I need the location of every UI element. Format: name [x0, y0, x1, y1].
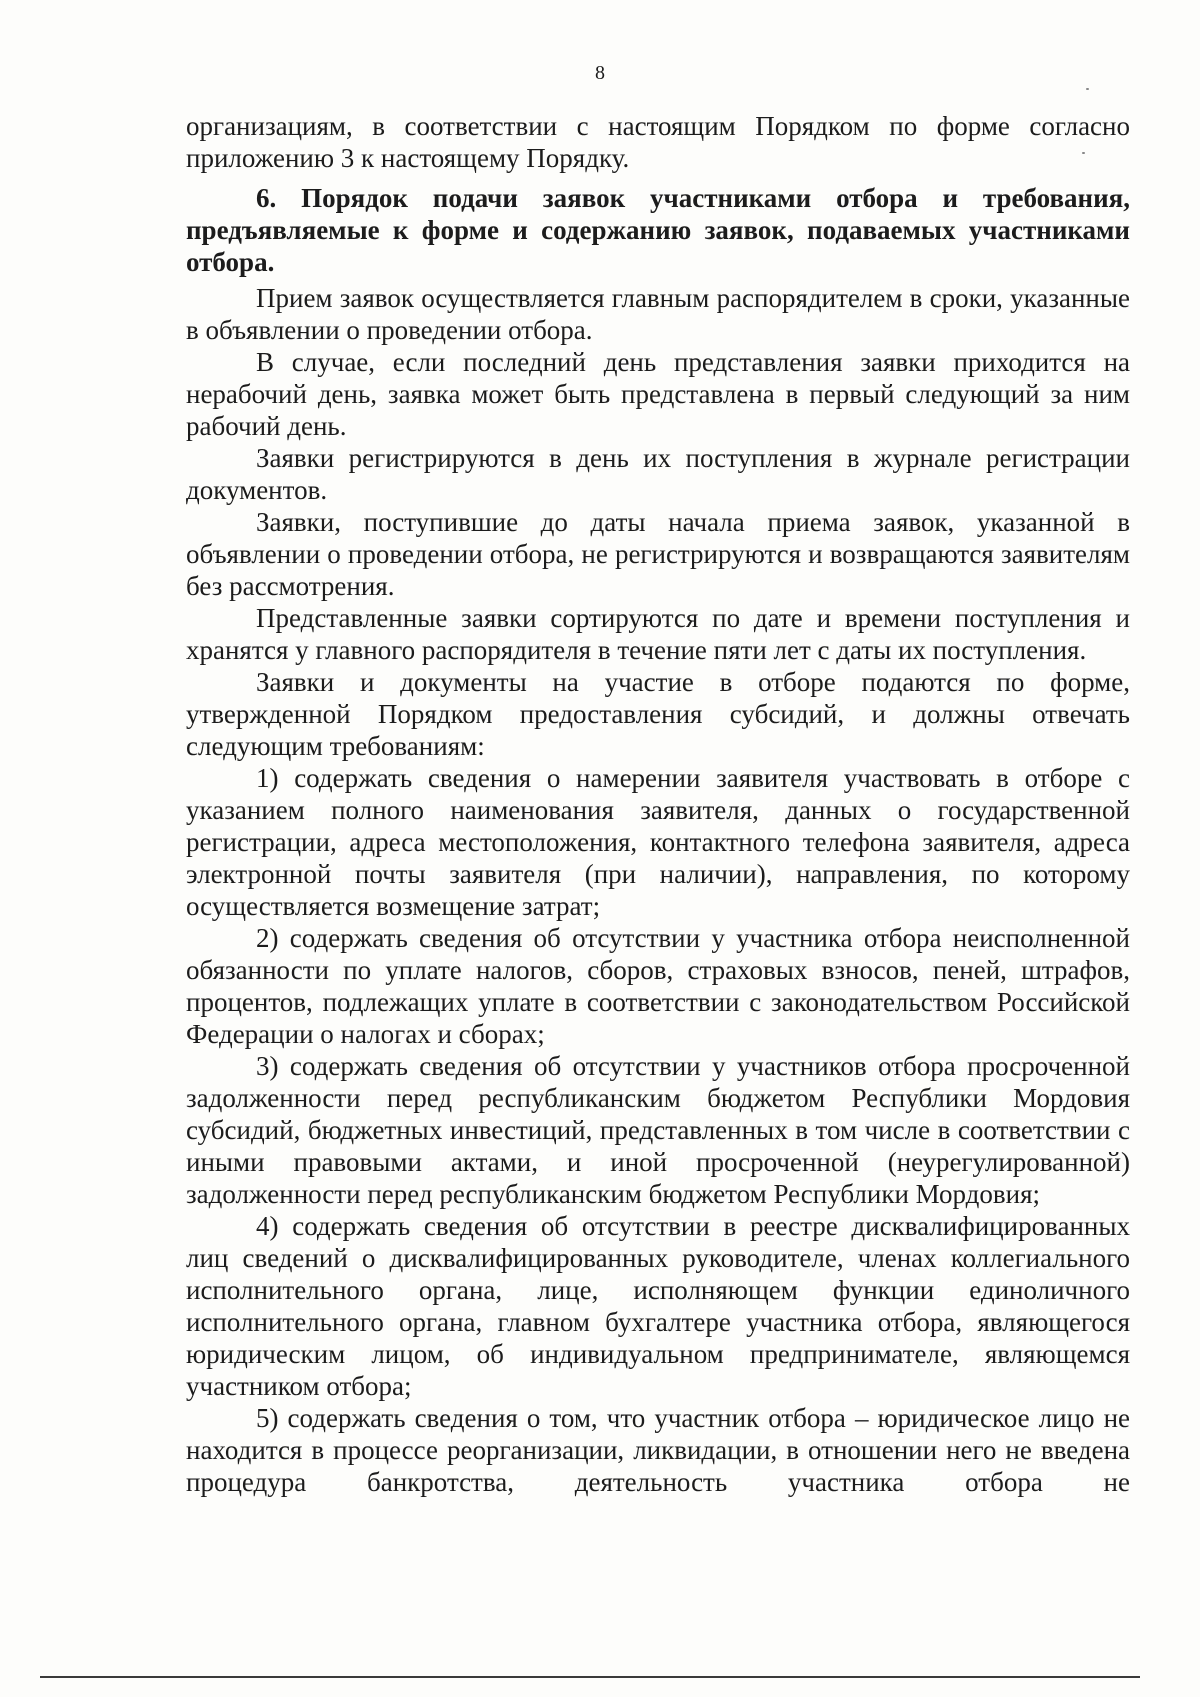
list-item: 1) содержать сведения о намерении заявителя участвовать в отборе с указанием полного наименования заявителя, данных о государственной регистрации, адреса местоположения, контактного телефона заявителя, адреса электронной почты заявителя (при наличии), направления, по которому осуществляется возмещение затрат; — [186, 763, 1130, 921]
page-number: 8 — [595, 62, 605, 84]
paragraph: Заявки и документы на участие в отборе подаются по форме, утвержденной Порядком предоставления субсидий, и должны отвечать следующим требованиям: — [186, 667, 1130, 761]
list-item: 4) содержать сведения об отсутствии в реестре дисквалифицированных лиц сведений о дисквалифицированных руководителе, членах коллегиального исполнительного органа, лице, исполняющем функции единоличного исполнительного органа, главном бухгалтере участника отбора, являющегося юридическим лицом, об индивидуальном предпринимателе, являющемся участником отбора; — [186, 1211, 1130, 1401]
paragraph: Прием заявок осуществляется главным распорядителем в сроки, указанные в объявлении о проведении отбора. — [186, 283, 1130, 345]
list-item: 3) содержать сведения об отсутствии у участников отбора просроченной задолженности перед республиканским бюджетом Республики Мордовия субсидий, бюджетных инвестиций, представленных в том числе в соответствии с иными правовыми актами, и иной просроченной (неурегулированной) задолженности перед республиканским бюджетом Республики Мордовия; — [186, 1051, 1130, 1209]
paragraph-continuation: организациям, в соответствии с настоящим Порядком по форме согласно приложению 3 к настоящему Порядку. — [186, 111, 1130, 173]
paragraph: В случае, если последний день представления заявки приходится на нерабочий день, заявка может быть представлена в первый следующий за ним рабочий день. — [186, 347, 1130, 441]
paragraph: Заявки регистрируются в день их поступления в журнале регистрации документов. — [186, 443, 1130, 505]
section-heading: 6. Порядок подачи заявок участниками отбора и требования, предъявляемые к форме и содержанию заявок, подаваемых участниками отбора. — [186, 183, 1130, 277]
document-body — [186, 110, 1130, 1498]
scan-edge-line — [40, 1676, 1140, 1678]
paragraph: Представленные заявки сортируются по дате и времени поступления и хранятся у главного распорядителя в течение пяти лет с даты их поступления. — [186, 603, 1130, 665]
paragraph: Заявки, поступившие до даты начала приема заявок, указанной в объявлении о проведении отбора, не регистрируются и возвращаются заявителям без рассмотрения. — [186, 507, 1130, 601]
scan-speck — [1086, 88, 1089, 90]
scan-speck — [1082, 152, 1085, 154]
list-item: 5) содержать сведения о том, что участник отбора – юридическое лицо не находится в процессе реорганизации, ликвидации, в отношении него не введена процедура банкротства, деятельность участника отбора не — [186, 1403, 1130, 1497]
list-item: 2) содержать сведения об отсутствии у участника отбора неисполненной обязанности по уплате налогов, сборов, страховых взносов, пеней, штрафов, процентов, подлежащих уплате в соответствии с законодательством Российской Федерации о налогах и сборах; — [186, 923, 1130, 1049]
